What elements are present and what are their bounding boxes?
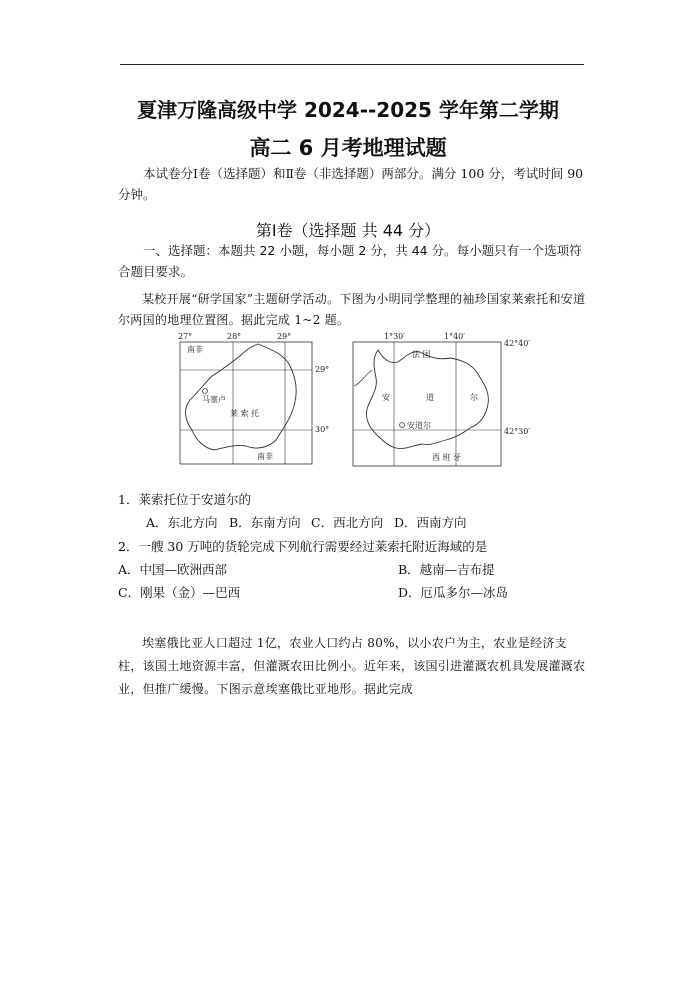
section-instruction: 一、选择题：本题共 22 小题，每小题 2 分，共 44 分。每小题只有一个选项符合题目要求。 [118, 243, 582, 279]
question-1-stem: 1．莱索托位于安道尔的 [118, 492, 251, 507]
lon-label: 1°40′ [444, 332, 466, 341]
question-2-option-a: A．中国—欧洲西部 [118, 562, 228, 577]
lat-label: 30° [315, 425, 330, 434]
andorra-map [350, 330, 530, 470]
andorra-label-2: 道 [426, 393, 434, 402]
lat-label: 42°40′ [504, 339, 530, 348]
question-context-2: 埃塞俄比亚人口超过 1亿，农业人口约占 80%，以小农户为主，农业是经济支柱，该国土地资源丰富，但灌溉农田比例小。近年来，该国引进灌溉农机具发展灌溉农业，但推广缓慢。下图示意埃塞俄比亚地形。据此完成 [118, 636, 586, 696]
question-2-option-c: C．刚果（金）—巴西 [118, 585, 241, 600]
question-context-1: 某校开展“研学国家”主题研学活动。下图为小明同学整理的袖珍国家莱索托和安道尔两国的地理位置图。据此完成 1~2 题。 [118, 292, 586, 327]
question-1-option-c: C．西北方向 [311, 515, 384, 530]
lesotho-map [172, 330, 332, 470]
andorra-label-1: 安 [382, 393, 390, 402]
lon-label: 29° [277, 332, 292, 341]
question-2-stem: 2．一艘 30 万吨的货轮完成下列航行需要经过莱索托附近海域的是 [118, 539, 488, 554]
exam-intro: 本试卷分Ⅰ卷（选择题）和Ⅱ卷（非选择题）两部分。满分 100 分，考试时间 90 分钟。 [118, 166, 584, 202]
south-africa-label-se: 南非 [257, 452, 273, 461]
france-label: 法 国 [412, 350, 431, 359]
exam-subtitle: 高二 6 月考地理试题 [249, 136, 447, 160]
south-africa-label-nw: 南非 [187, 345, 203, 354]
lon-label: 27° [178, 332, 193, 341]
header-rule [120, 64, 584, 65]
question-1-option-a: A．东北方向 [146, 515, 218, 530]
spain-label: 西 班 牙 [432, 453, 462, 462]
lat-label: 29° [315, 365, 330, 374]
question-1-option-d: D．西南方向 [394, 515, 467, 530]
andorra-label-3: 尔 [470, 393, 478, 402]
maseru-label: 马塞卢 [202, 395, 226, 404]
lon-label: 1°30′ [384, 332, 406, 341]
lesotho-label: 莱 索 托 [230, 409, 260, 418]
lat-label: 42°30′ [504, 427, 530, 436]
lon-label: 28° [227, 332, 242, 341]
andorra-la-vella-label: 安道尔 [407, 421, 431, 430]
exam-title: 夏津万隆高级中学 2024--2025 学年第二学期 [137, 98, 559, 122]
question-2-option-d: D．厄瓜多尔—冰岛 [398, 585, 509, 600]
question-1-option-b: B．东南方向 [229, 515, 301, 530]
question-2-option-b: B．越南—吉布提 [398, 562, 495, 577]
section-title: 第Ⅰ卷（选择题 共 44 分） [255, 221, 441, 240]
